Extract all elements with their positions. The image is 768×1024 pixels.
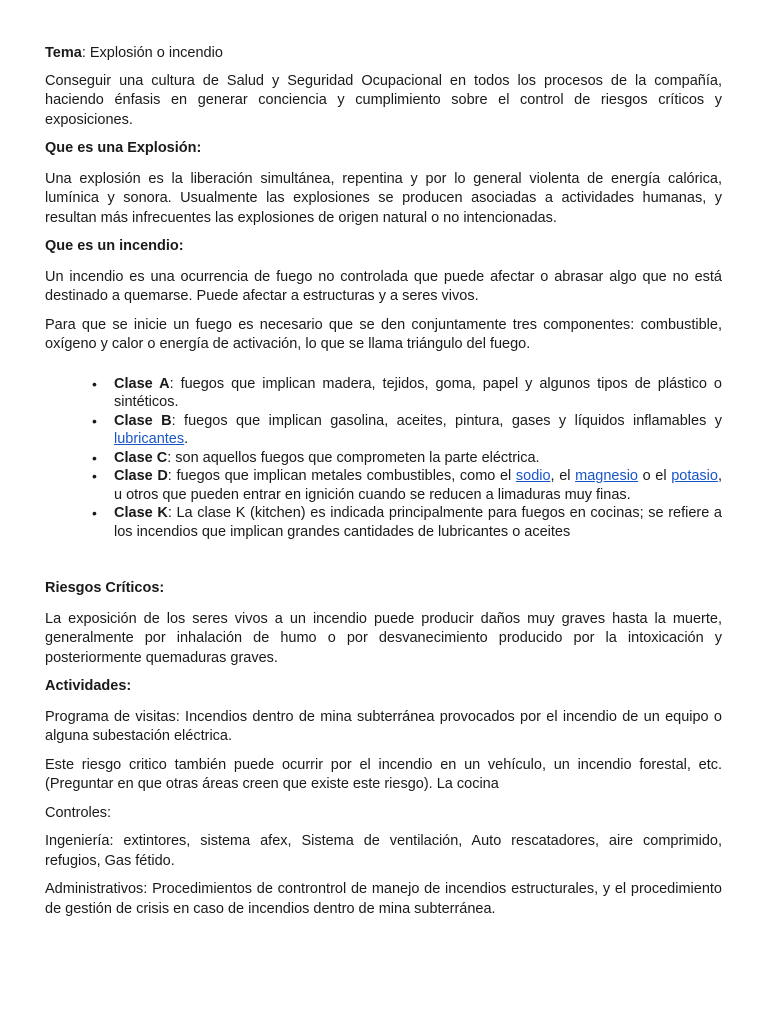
section-spacer xyxy=(45,541,722,579)
tema-value: Explosión o incendio xyxy=(89,45,223,61)
clase-a-label: Clase A xyxy=(114,375,170,392)
explosion-paragraph: Una explosión es la liberación simultánea, repentina y por lo general violenta de energía calórica, lumínica y sonora. Usualmente las explosiones se producen asociadas a actividades humanas, y resultan más infrecuentes las explosiones de origen natural o no intencionadas. xyxy=(45,170,722,226)
list-item-clase-b xyxy=(114,412,722,449)
tema-label: Tema xyxy=(45,45,82,61)
lubricantes-link[interactable]: lubricantes xyxy=(114,431,185,447)
triangulo-paragraph: Para que se inicie un fuego es necesario que se den conjuntamente tres componentes: combustible, oxígeno y calor o energía de activación, lo que se llama triángulo del fuego. xyxy=(45,316,722,352)
controles-label: Controles: xyxy=(45,804,112,821)
clase-b-label: Clase B xyxy=(114,412,172,429)
tema-separator: : xyxy=(81,45,90,61)
actividades-heading: Actividades: xyxy=(45,678,132,694)
intro-paragraph: Conseguir una cultura de Salud y Seguridad Ocupacional en todos los procesos de la compañía, haciendo énfasis en generar conciencia y cumplimiento sobre el control de riesgos críticos y exposiciones. xyxy=(45,72,722,128)
clase-d-text3: o el xyxy=(637,468,672,484)
clase-d-text4: , u otros que pueden entrar en ignición cuando se reducen a limaduras muy finas. xyxy=(114,468,722,503)
magnesio-link[interactable]: magnesio xyxy=(575,468,638,484)
clase-d-label: Clase D xyxy=(114,468,168,484)
clase-c-text: : son aquellos fuegos que comprometen la parte eléctrica. xyxy=(167,449,540,466)
fire-classes-list xyxy=(45,375,722,542)
potasio-link[interactable]: potasio xyxy=(671,468,718,484)
clase-d-text2: , el xyxy=(550,468,576,484)
incendio-paragraph: Un incendio es una ocurrencia de fuego no controlada que puede afectar o abrasar algo que no está destinado a quemarse. Puede afectar a estructuras y a seres vivos. xyxy=(45,268,722,304)
clase-a-text: : fuegos que implican madera, tejidos, goma, papel y algunos tipos de plástico o sintéticos. xyxy=(114,375,722,410)
clase-c-label: Clase C xyxy=(114,449,168,466)
list-item-clase-k xyxy=(114,504,722,541)
explosion-heading: Que es una Explosión: xyxy=(45,140,202,156)
riesgos-paragraph: La exposición de los seres vivos a un incendio puede producir daños muy graves hasta la muerte, generalmente por inhalación de humo o por desvanecimiento producido por la intoxicación y posteriormente quemaduras graves. xyxy=(45,610,722,666)
administrativos-paragraph: Administrativos: Procedimientos de controntrol de manejo de incendios estructurales, y el procedimiento de gestión de crisis en caso de incendios dentro de mina subterránea. xyxy=(45,881,722,917)
tema-line xyxy=(45,44,722,64)
clase-d-text1: : fuegos que implican metales combustibles, como el xyxy=(167,468,516,484)
clase-k-text: : La clase K (kitchen) es indicada principalmente para fuegos en cocinas; se refiere a los incendios que implican grandes cantidades de lubricantes o aceites xyxy=(114,505,722,540)
riesgos-heading: Riesgos Críticos: xyxy=(45,580,165,596)
incendio-heading: Que es un incendio: xyxy=(45,238,184,254)
sodio-link[interactable]: sodio xyxy=(515,468,551,484)
riesgo-vehiculo-paragraph: Este riesgo critico también puede ocurrir por el incendio en un vehículo, un incendio forestal, etc. (Preguntar en que otras áreas creen que existe este riesgo). La cocina xyxy=(45,756,722,792)
clase-b-end: . xyxy=(184,431,189,447)
list-item-clase-d xyxy=(114,467,722,504)
ingenieria-paragraph: Ingeniería: extintores, sistema afex, Sistema de ventilación, Auto rescatadores, aire comprimido, refugios, Gas fétido. xyxy=(45,833,722,869)
list-item-clase-c xyxy=(114,449,722,468)
clase-k-label: Clase K xyxy=(114,505,168,521)
clase-b-text: : fuegos que implican gasolina, aceites, pintura, gases y líquidos inflamables y xyxy=(171,412,722,429)
list-item-clase-a xyxy=(114,375,722,412)
visitas-paragraph: Programa de visitas: Incendios dentro de mina subterránea provocados por el incendio de un equipo o alguna subestación eléctrica. xyxy=(45,708,722,744)
